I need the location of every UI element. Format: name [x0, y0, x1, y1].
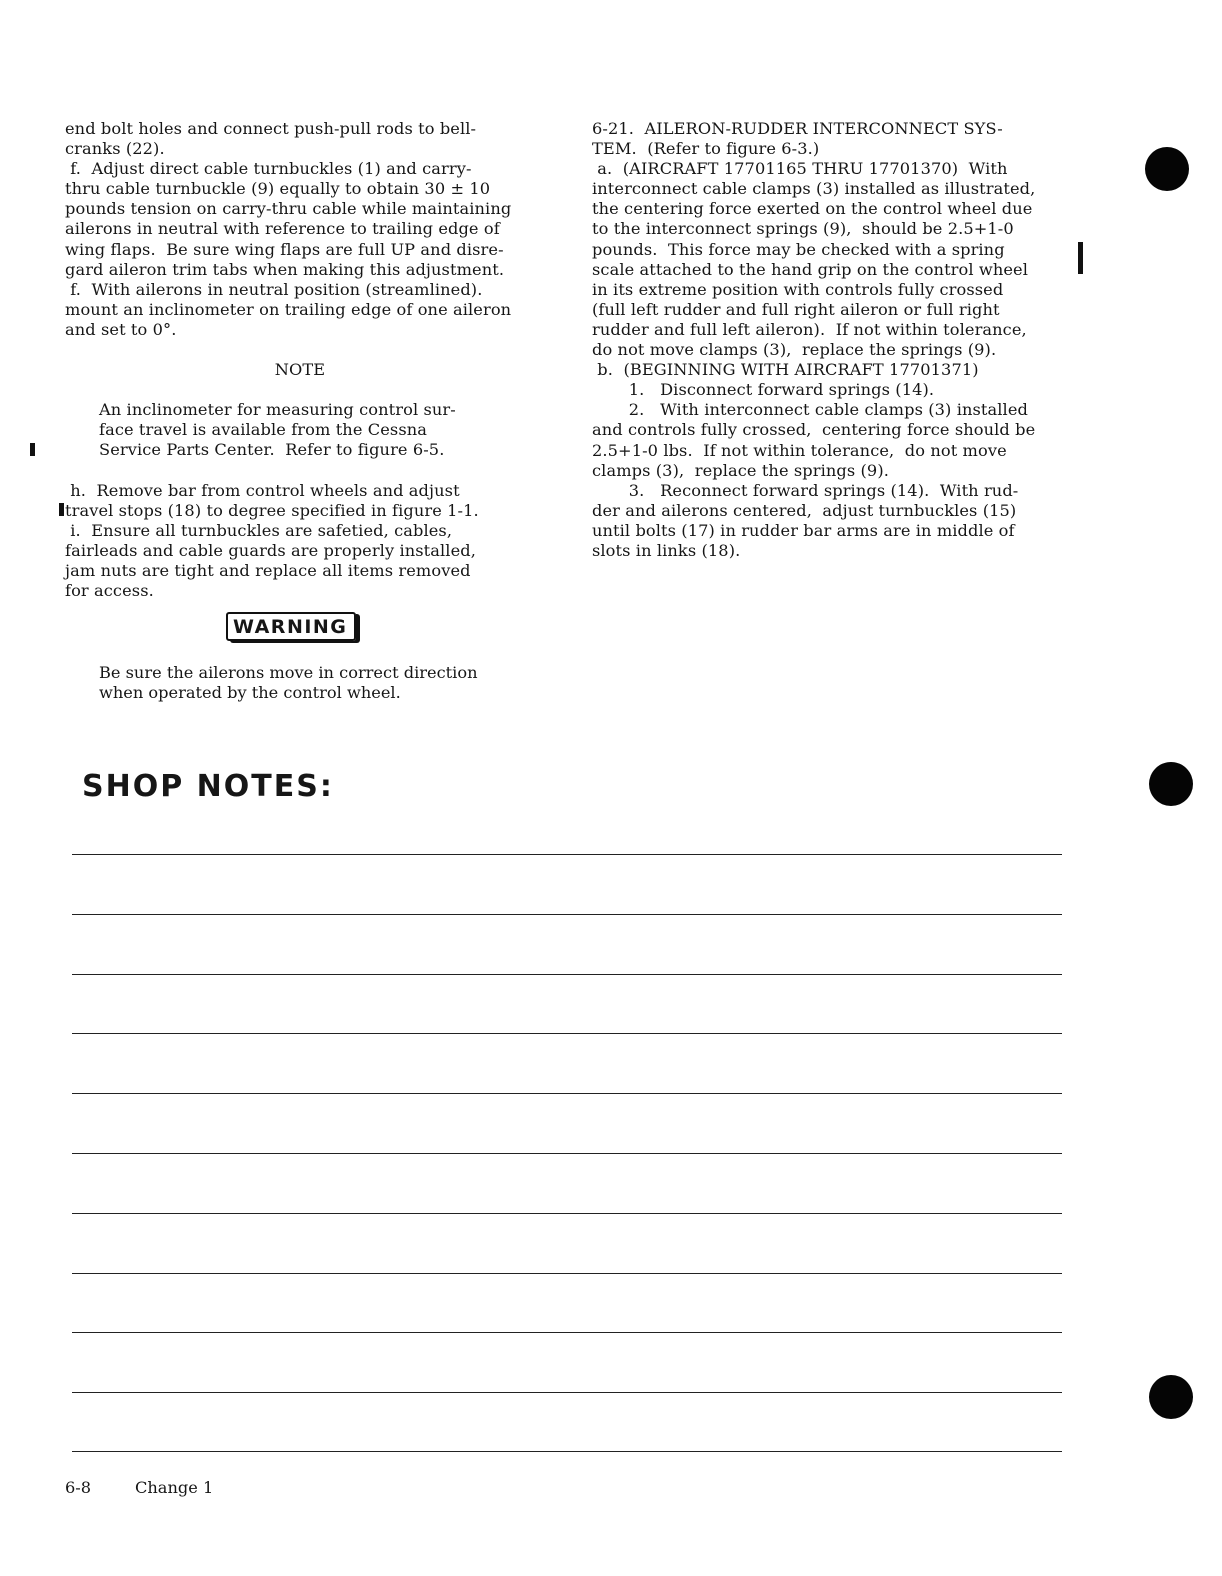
text-line: the centering force exerted on the control wheel due	[592, 199, 1033, 219]
text-line: 6-21. AILERON-RUDDER INTERCONNECT SYS-	[592, 119, 1003, 138]
revision-bar	[1078, 242, 1083, 274]
note-rule-line	[72, 1093, 1062, 1094]
text-line: der and ailerons centered, adjust turnbuckles (15)	[592, 500, 1017, 520]
note-heading: NOTE	[274, 360, 326, 380]
text-line: and set to 0°.	[65, 319, 177, 339]
text-line: end bolt holes and connect push-pull rods to bell-	[65, 119, 477, 138]
text-line: pounds. This force may be checked with a spring	[592, 239, 1005, 259]
warning-badge: WARNING	[226, 612, 356, 641]
note-rule-line	[72, 914, 1062, 915]
text-line: f. Adjust direct cable turnbuckles (1) and carry-	[65, 159, 472, 179]
text-line: rudder and full left aileron). If not within tolerance,	[592, 319, 1027, 339]
revision-bar	[59, 503, 64, 516]
note-rule-line	[72, 1392, 1062, 1393]
text-line: i. Ensure all turnbuckles are safetied, cables,	[65, 520, 453, 540]
text-line: clamps (3), replace the springs (9).	[592, 460, 889, 480]
text-line: and controls fully crossed, centering force should be	[592, 420, 1036, 440]
text-line: gard aileron trim tabs when making this adjustment.	[65, 259, 505, 279]
note-rule-line	[72, 1451, 1062, 1452]
text-line: TEM. (Refer to figure 6-3.)	[592, 139, 820, 159]
note-rule-line	[72, 1332, 1062, 1333]
text-line: interconnect cable clamps (3) installed as illustrated,	[592, 179, 1036, 199]
text-line: f. With ailerons in neutral position (streamlined).	[65, 279, 483, 299]
text-line: 2. With interconnect cable clamps (3) installed	[592, 400, 1028, 420]
text-line: until bolts (17) in rudder bar arms are in middle of	[592, 520, 1015, 540]
text-line: b. (BEGINNING WITH AIRCRAFT 17701371)	[592, 360, 979, 380]
note-rule-line	[72, 974, 1062, 975]
text-line: to the interconnect springs (9), should be 2.5+1-0	[592, 219, 1014, 239]
note-rule-line	[72, 1273, 1062, 1274]
left-paragraphs-b	[65, 481, 555, 602]
binder-hole-mark	[1149, 762, 1193, 806]
text-line: mount an inclinometer on trailing edge of one aileron	[65, 299, 512, 319]
left-paragraphs-a	[65, 119, 555, 340]
text-line: scale attached to the hand grip on the control wheel	[592, 259, 1029, 279]
note-rule-line	[72, 1033, 1062, 1034]
text-line: travel stops (18) to degree specified in figure 1-1.	[65, 500, 479, 520]
text-line: ailerons in neutral with reference to trailing edge of	[65, 219, 500, 239]
note-body	[65, 400, 555, 460]
text-line: 3. Reconnect forward springs (14). With rud-	[592, 480, 1019, 500]
note-rule-line	[72, 1213, 1062, 1214]
warning-text	[99, 663, 478, 703]
text-line: fairleads and cable guards are properly installed,	[65, 540, 476, 560]
binder-hole-mark	[1149, 1375, 1193, 1419]
text-line: for access.	[65, 580, 154, 600]
revision-bar	[30, 443, 35, 456]
note-line: Service Parts Center. Refer to figure 6-5.	[99, 440, 445, 460]
warning-line: when operated by the control wheel.	[99, 683, 401, 703]
warning-label	[226, 612, 356, 641]
page-number: 6-8	[65, 1478, 92, 1497]
change-label: Change 1	[135, 1478, 214, 1497]
binder-hole-mark	[1145, 147, 1189, 191]
note-rule-line	[72, 1153, 1062, 1154]
text-line: pounds tension on carry-thru cable while maintaining	[65, 199, 512, 219]
text-line: 1. Disconnect forward springs (14).	[592, 380, 935, 400]
text-line: slots in links (18).	[592, 540, 741, 560]
warning-line: Be sure the ailerons move in correct direction	[99, 663, 478, 682]
note-rule-line	[72, 854, 1062, 855]
text-line: a. (AIRCRAFT 17701165 THRU 17701370) With	[592, 159, 1008, 179]
text-line: 2.5+1-0 lbs. If not within tolerance, do not move	[592, 440, 1007, 460]
text-line: h. Remove bar from control wheels and adjust	[65, 480, 460, 500]
text-line: (full left rudder and full right aileron or full right	[592, 299, 1000, 319]
shop-notes-title: SHOP NOTES:	[82, 769, 334, 804]
text-line: in its extreme position with controls fully crossed	[592, 279, 1004, 299]
text-line: jam nuts are tight and replace all items removed	[65, 560, 471, 580]
note-line: An inclinometer for measuring control sur-	[99, 400, 456, 420]
left-column	[65, 119, 555, 601]
right-column	[592, 119, 1072, 561]
text-line: thru cable turnbuckle (9) equally to obtain 30 ± 10	[65, 179, 491, 199]
text-line: do not move clamps (3), replace the springs (9).	[592, 340, 997, 360]
note-line: face travel is available from the Cessna	[99, 420, 428, 440]
text-line: wing flaps. Be sure wing flaps are full UP and disre-	[65, 239, 504, 259]
text-line: cranks (22).	[65, 139, 165, 159]
